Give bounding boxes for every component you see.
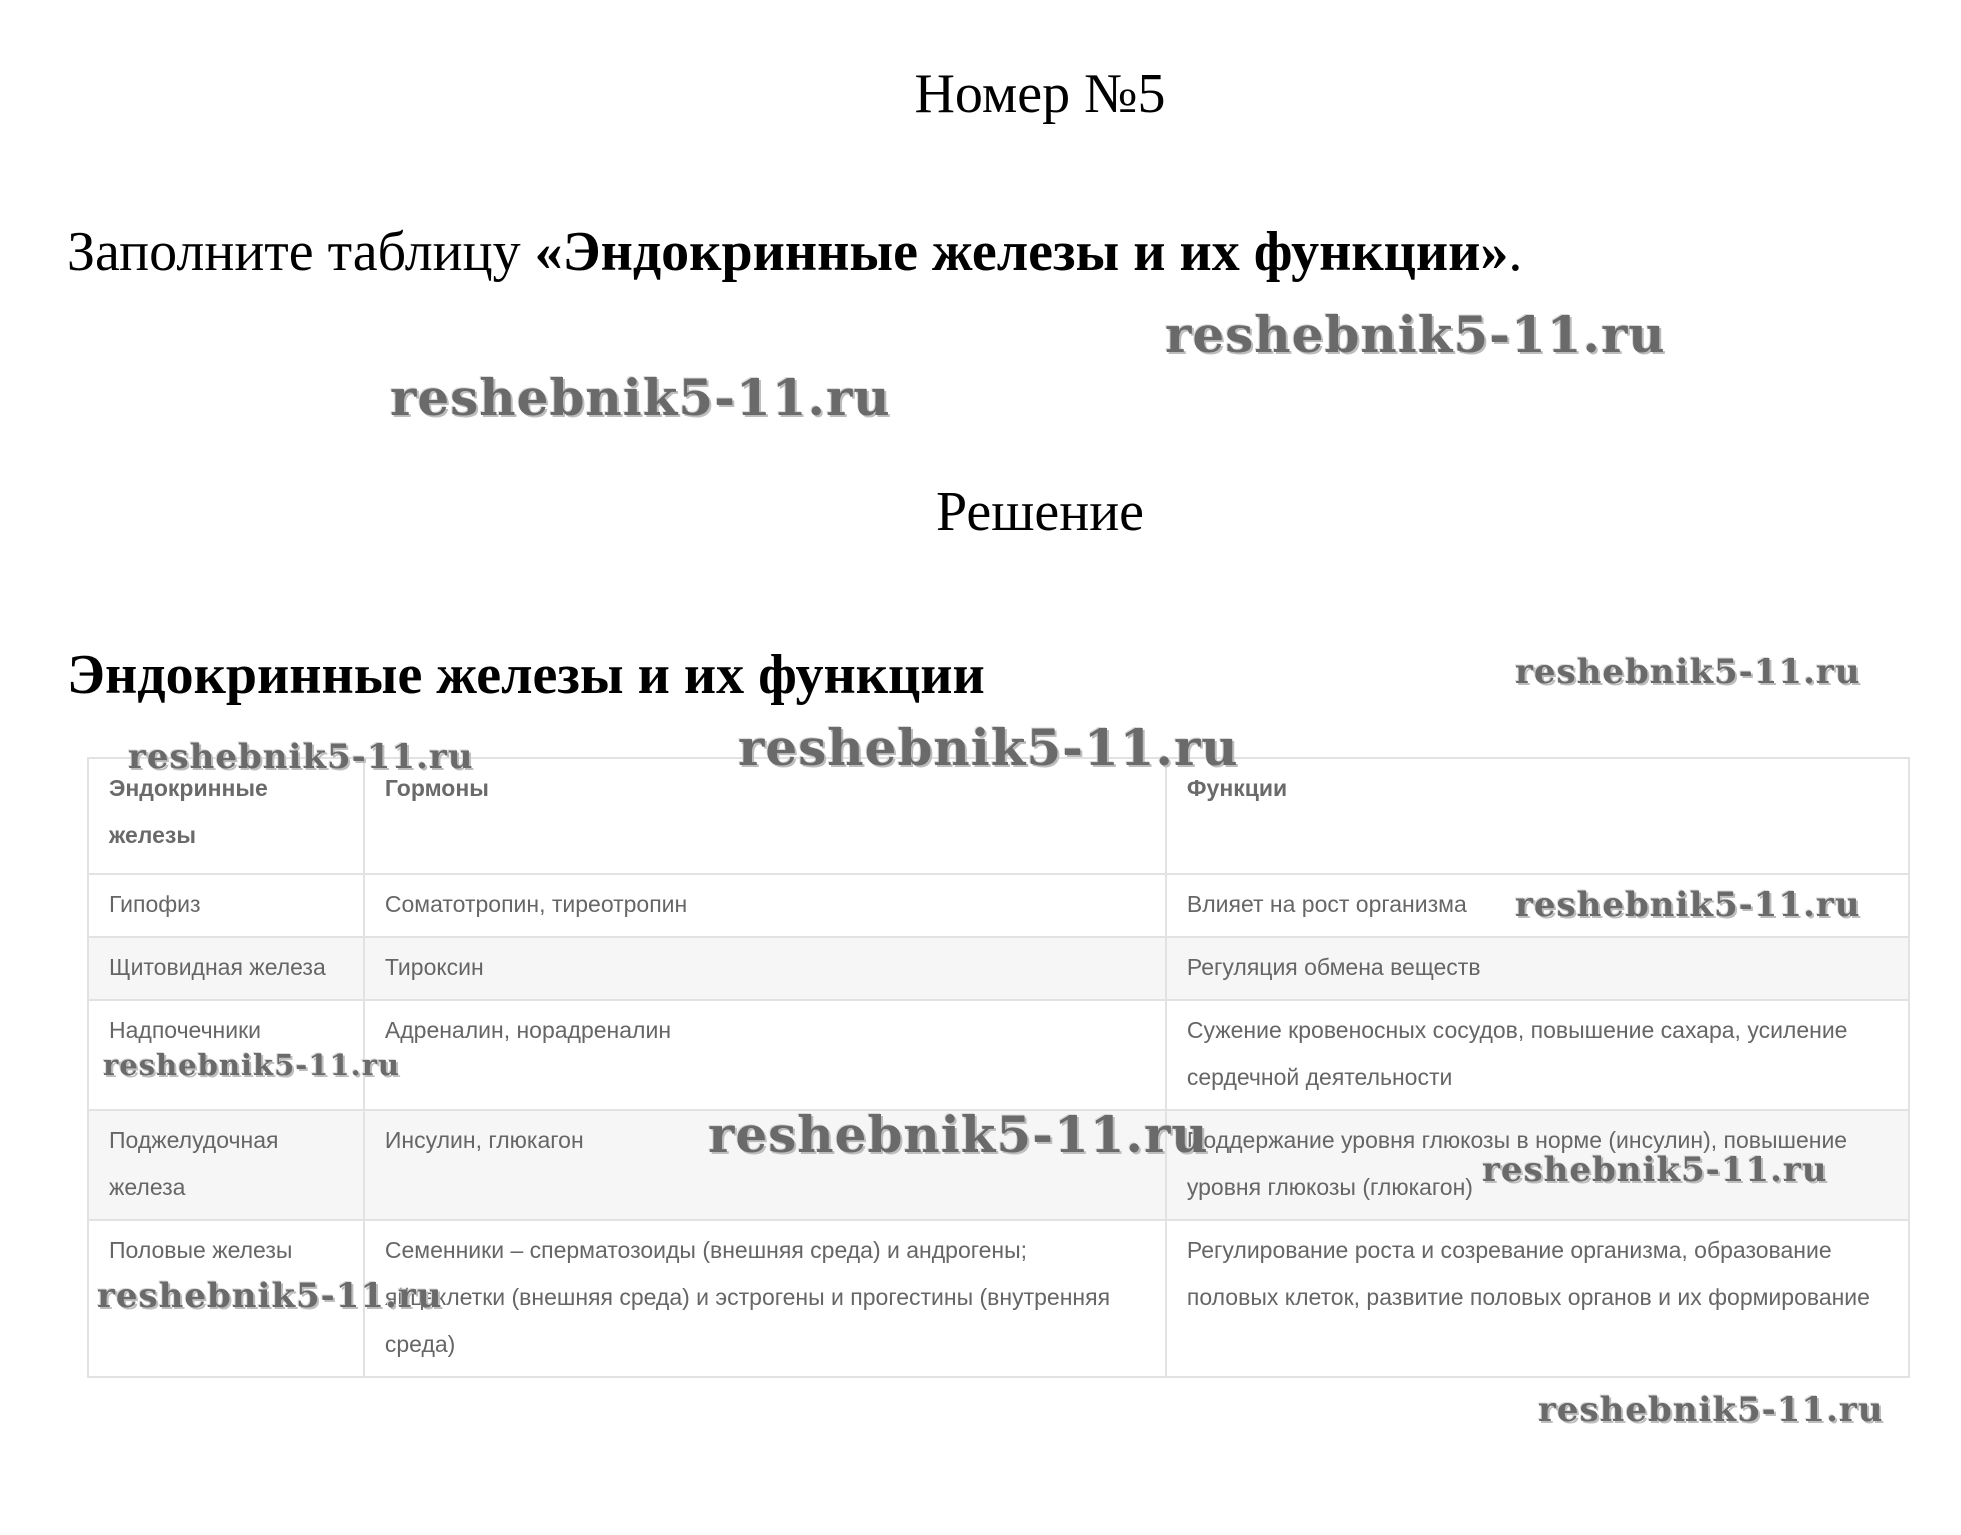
task-suffix: . <box>1508 221 1523 283</box>
cell-gland: Половые железы <box>88 1220 364 1377</box>
watermark: reshebnik5-11.ru <box>1538 1390 1884 1430</box>
cell-hormones: Адреналин, норадреналин <box>364 1000 1166 1110</box>
problem-number-title: Номер №5 <box>914 63 1166 125</box>
cell-gland: Поджелудочная железа <box>88 1110 364 1220</box>
cell-functions: Поддержание уровня глюкозы в норме (инсулин), повышение уровня глюкозы (глюкагон) <box>1166 1110 1909 1220</box>
task-bold-title: «Эндокринные железы и их функции» <box>534 221 1509 283</box>
cell-gland: Гипофиз <box>88 874 364 937</box>
cell-hormones: Тироксин <box>364 937 1166 1000</box>
table-row <box>88 937 1909 1000</box>
cell-hormones: Соматотропин, тиреотропин <box>364 874 1166 937</box>
cell-functions: Регулирование роста и созревание организма, образование половых клеток, развитие половых органов и их формирование <box>1166 1220 1909 1377</box>
cell-functions: Сужение кровеносных сосудов, повышение сахара, усиление сердечной деятельности <box>1166 1000 1909 1110</box>
table-heading: Эндокринные железы и их функции <box>67 644 985 706</box>
task-statement <box>67 220 1522 284</box>
watermark: reshebnik5-11.ru <box>738 718 1239 777</box>
cell-functions: Регуляция обмена веществ <box>1166 937 1909 1000</box>
watermark: reshebnik5-11.ru <box>1482 1150 1828 1190</box>
watermark: reshebnik5-11.ru <box>1515 652 1861 692</box>
watermark: reshebnik5-11.ru <box>97 1276 443 1316</box>
watermark: reshebnik5-11.ru <box>390 368 891 427</box>
solution-label: Решение <box>935 481 1145 543</box>
cell-hormones: Семенники – сперматозоиды (внешняя среда) и андрогены; яйцеклетки (внешняя среда) и эстрогены и прогестины (внутренняя среда) <box>364 1220 1166 1377</box>
task-prefix: Заполните таблицу <box>67 221 535 283</box>
watermark: reshebnik5-11.ru <box>1515 885 1861 925</box>
cell-functions: Влияет на рост организма <box>1166 874 1909 937</box>
header-hormones: Гормоны <box>364 758 1166 874</box>
cell-hormones: Инсулин, глюкагон <box>364 1110 1166 1220</box>
header-functions: Функции <box>1166 758 1909 874</box>
watermark: reshebnik5-11.ru <box>1165 305 1666 364</box>
watermark: reshebnik5-11.ru <box>128 737 474 777</box>
watermark: reshebnik5-11.ru <box>103 1048 401 1082</box>
header-glands: Эндокринные железы <box>88 758 364 874</box>
cell-gland: Щитовидная железа <box>88 937 364 1000</box>
watermark: reshebnik5-11.ru <box>708 1105 1209 1164</box>
cell-gland: Надпочечники <box>88 1000 364 1110</box>
